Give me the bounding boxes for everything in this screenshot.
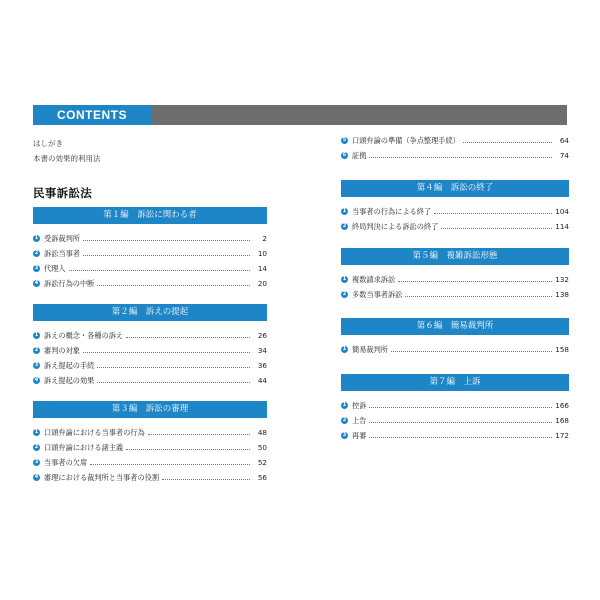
entry-page-number: 36 [257, 361, 267, 370]
dot-leader [369, 422, 552, 423]
part-entries [33, 425, 267, 485]
toc-entry[interactable] [341, 413, 569, 428]
toc-entry[interactable] [341, 272, 569, 287]
entry-title: 複数請求訴訟 [352, 274, 396, 284]
part-entries [341, 342, 569, 357]
toc-entry[interactable] [33, 261, 267, 276]
part-entries [33, 328, 267, 388]
dot-leader [97, 382, 250, 383]
dot-leader [463, 142, 552, 143]
entry-number-badge: 2 [342, 223, 347, 229]
entry-number-badge: 1 [342, 276, 347, 282]
part-section [33, 207, 267, 291]
entry-number-badge: 2 [34, 250, 39, 256]
entry-page-number: 172 [555, 431, 569, 440]
entry-page-number: 20 [257, 279, 267, 288]
part-header[interactable]: 第５編 複雑訴訟形態 [341, 248, 569, 265]
part-entries [33, 231, 267, 291]
part-header[interactable]: 第３編 訴訟の審理 [33, 401, 267, 418]
entry-page-number: 52 [257, 458, 267, 467]
entry-number-badge: 3 [34, 459, 39, 465]
entry-title: 口頭弁論における諸主義 [44, 442, 124, 452]
entry-number-badge: 6 [342, 152, 347, 158]
entry-number-badge: 1 [34, 332, 39, 338]
dot-leader [83, 352, 250, 353]
entry-title: 再審 [352, 430, 367, 440]
toc-entry[interactable] [33, 455, 267, 470]
part-header[interactable]: 第７編 上訴 [341, 374, 569, 391]
dot-leader [83, 240, 250, 241]
entry-page-number: 34 [257, 346, 267, 355]
entry-page-number: 158 [555, 345, 569, 354]
entry-title: 簡易裁判所 [352, 344, 388, 354]
entry-page-number: 104 [555, 207, 569, 216]
entry-number-badge: 1 [342, 208, 347, 214]
dot-leader [126, 337, 250, 338]
entry-title: 証拠 [352, 150, 367, 160]
part-header[interactable]: 第６編 簡易裁判所 [341, 318, 569, 335]
dot-leader [369, 437, 552, 438]
entry-number-badge: 1 [342, 346, 347, 352]
entry-title: 審理における裁判所と当事者の役割 [44, 472, 160, 482]
toc-entry[interactable] [341, 342, 569, 357]
toc-entry[interactable] [341, 148, 569, 163]
dot-leader [90, 464, 250, 465]
toc-entry[interactable] [33, 470, 267, 485]
entry-number-badge: 2 [34, 347, 39, 353]
entry-number-badge: 2 [34, 444, 39, 450]
toc-entry[interactable] [33, 373, 267, 388]
entry-page-number: 56 [257, 473, 267, 482]
entry-number-badge: 4 [34, 474, 39, 480]
entry-title: 訴えの概念・各種の訴え [44, 330, 124, 340]
entry-page-number: 44 [257, 376, 267, 385]
entry-number-badge: 5 [342, 137, 347, 143]
entry-number-badge: 2 [342, 291, 347, 297]
toc-entry[interactable] [33, 440, 267, 455]
dot-leader [441, 228, 552, 229]
entry-page-number: 114 [555, 222, 569, 231]
part-section [341, 318, 569, 357]
entry-page-number: 2 [262, 234, 267, 243]
toc-entry[interactable] [341, 428, 569, 443]
dot-leader [83, 255, 250, 256]
entry-page-number: 166 [555, 401, 569, 410]
dot-leader [97, 285, 250, 286]
toc-entry[interactable] [341, 219, 569, 234]
entry-page-number: 10 [257, 249, 267, 258]
entry-title: 当事者の欠席 [44, 457, 88, 467]
part-section [33, 304, 267, 388]
toc-entry[interactable] [33, 343, 267, 358]
entry-number-badge: 1 [342, 402, 347, 408]
dot-leader [369, 407, 552, 408]
toc-entry[interactable] [33, 246, 267, 261]
entry-title: 口頭弁論の準備（争点整理手続） [352, 135, 460, 145]
dot-leader [97, 367, 250, 368]
entry-page-number: 168 [555, 416, 569, 425]
part-entries [341, 204, 569, 234]
entry-title: 受訴裁判所 [44, 233, 80, 243]
entry-page-number: 132 [555, 275, 569, 284]
toc-entry[interactable] [33, 425, 267, 440]
intro-preface[interactable]: はしがき [33, 139, 63, 148]
part-header[interactable]: 第１編 訴訟に関わる者 [33, 207, 267, 224]
entry-number-badge: 4 [34, 377, 39, 383]
part-section [33, 401, 267, 485]
dot-leader [369, 157, 552, 158]
entry-title: 訴訟当事者 [44, 248, 80, 258]
dot-leader [391, 351, 552, 352]
toc-entry[interactable] [341, 204, 569, 219]
entry-title: 上告 [352, 415, 367, 425]
entry-page-number: 50 [257, 443, 267, 452]
entry-title: 訴え提起の効果 [44, 375, 95, 385]
entry-page-number: 74 [559, 151, 569, 160]
dot-leader [148, 434, 250, 435]
dot-leader [69, 270, 250, 271]
law-title: 民事訴訟法 [33, 186, 92, 200]
entry-number-badge: 1 [34, 429, 39, 435]
toc-entry[interactable] [341, 287, 569, 302]
entry-page-number: 138 [555, 290, 569, 299]
entry-title: 終局判決による訴訟の終了 [352, 221, 439, 231]
contents-title: CONTENTS [33, 105, 151, 125]
toc-entry[interactable] [33, 276, 267, 291]
entry-page-number: 48 [257, 428, 267, 437]
part-header[interactable]: 第２編 訴えの提起 [33, 304, 267, 321]
entry-number-badge: 3 [34, 362, 39, 368]
dot-leader [398, 281, 552, 282]
entry-title: 当事者の行為による終了 [352, 206, 432, 216]
part-header[interactable]: 第４編 訴訟の終了 [341, 180, 569, 197]
part-section [341, 248, 569, 302]
entry-title: 訴え提起の手続 [44, 360, 95, 370]
part-section [341, 180, 569, 234]
entry-number-badge: 2 [342, 417, 347, 423]
entry-title: 訴訟行為の中断 [44, 278, 95, 288]
dot-leader [126, 449, 250, 450]
dot-leader [434, 213, 552, 214]
part-entries [341, 398, 569, 443]
toc-entry[interactable] [33, 231, 267, 246]
toc-entry[interactable] [341, 398, 569, 413]
entry-title: 多数当事者訴訟 [352, 289, 403, 299]
dot-leader [405, 296, 552, 297]
part-section [341, 374, 569, 443]
intro-links [33, 136, 101, 166]
entry-title: 口頭弁論における当事者の行為 [44, 427, 145, 437]
entry-number-badge: 3 [342, 432, 347, 438]
entry-title: 控訴 [352, 400, 367, 410]
entry-number-badge: 1 [34, 235, 39, 241]
dot-leader [162, 479, 250, 480]
entry-page-number: 64 [559, 136, 569, 145]
toc-entry[interactable] [341, 133, 569, 148]
entry-number-badge: 3 [34, 265, 39, 271]
toc-entry[interactable] [33, 358, 267, 373]
entry-title: 審判の対象 [44, 345, 80, 355]
entry-title: 代理人 [44, 263, 66, 273]
entry-page-number: 14 [257, 264, 267, 273]
continued-entries [341, 133, 569, 163]
intro-how-to-use[interactable]: 本書の効果的利用法 [33, 154, 101, 163]
toc-entry[interactable] [33, 328, 267, 343]
entry-page-number: 26 [257, 331, 267, 340]
part-entries [341, 272, 569, 302]
entry-number-badge: 4 [34, 280, 39, 286]
